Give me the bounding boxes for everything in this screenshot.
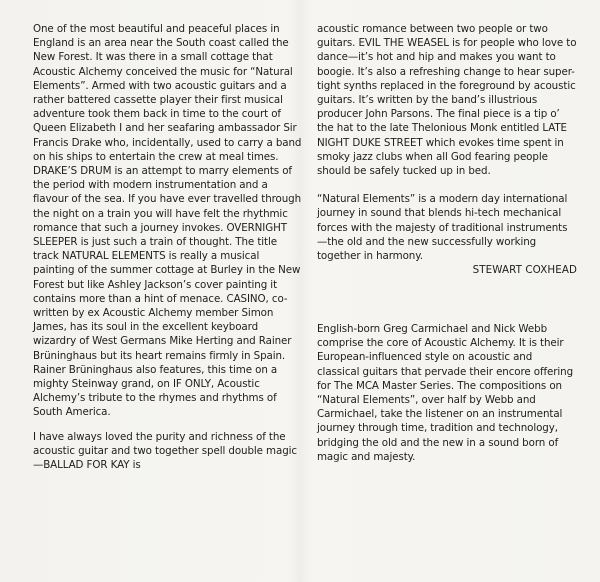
right-column-bottom (317, 322, 577, 464)
author-signature: STEWART COXHEAD (472, 264, 577, 277)
right-paragraph-1: acoustic romance between two people or two guitars. EVIL THE WEASEL is for people who love to dance—it’s hot and hip and makes you want to boogie. It’s also a refreshing change to hear super-tight synths replaced in the foreground by acoustic guitars. It’s written by the band’s illustrious producer John Parsons. The final piece is a tip o’ the hat to the late Thelonious Monk entitled LATE NIGHT DUKE STREET which evokes time spent in smoky jazz clubs when all God fearing people should be safely tucked up in bed. (317, 23, 577, 178)
left-paragraph-1: One of the most beautiful and peaceful places in England is an area near the South coast called the New Forest. It was there in a small cottage that Acoustic Alchemy conceived the music for “Natural Elements”. Armed with two acoustic guitars and a rather battered cassette player their first musical adventure took them back in time to the court of Queen Elizabeth I and her seafaring ambassador Sir Francis Drake who, incidentally, used to carry a band on his ships to entertain the crew at meal times. DRAKE’S DRUM is an attempt to marry elements of the period with modern instrumentation and a flavour of the sea. If you have ever travelled through the night on a train you will have felt the rhythmic romance that such a journey invokes. OVERNIGHT SLEEPER is just such a train of thought. The title track NATURAL ELEMENTS is really a musical painting of the summer cottage at Burley in the New Forest but like Ashley Jackson’s cover painting it contains more than a hint of menace. CASINO, co-written by ex Acoustic Alchemy member Simon James, has its soul in the excellent keyboard wizardry of West Germans Mike Herting and Rainer Brüninghaus but its heart remains firmly in Spain. Rainer Brüninghaus also features, this time on a mighty Steinway grand, on IF ONLY, Acoustic Alchemy’s tribute to the rhymes and rhythms of South America. (33, 23, 302, 419)
left-paragraph-2: I have always loved the purity and richness of the acoustic guitar and two together spell double magic—BALLAD FOR KAY is (33, 430, 297, 472)
left-column (33, 22, 303, 472)
bio-paragraph: English-born Greg Carmichael and Nick Webb comprise the core of Acoustic Alchemy. It is their European-influenced style on acoustic and classical guitars that pervade their encore offering for The MCA Master Series. The compositions on “Natural Elements”, over half by Webb and Carmichael, take the listener on an instrumental journey through time, tradition and technology, bridging the old and the new in a sound born of magic and majesty. (317, 323, 574, 463)
right-column-top (317, 22, 577, 277)
right-paragraph-2: “Natural Elements” is a modern day international journey in sound that blends hi-tech mechanical forces with the majesty of traditional instruments—the old and the new successfully working together in harmony. (317, 193, 568, 263)
